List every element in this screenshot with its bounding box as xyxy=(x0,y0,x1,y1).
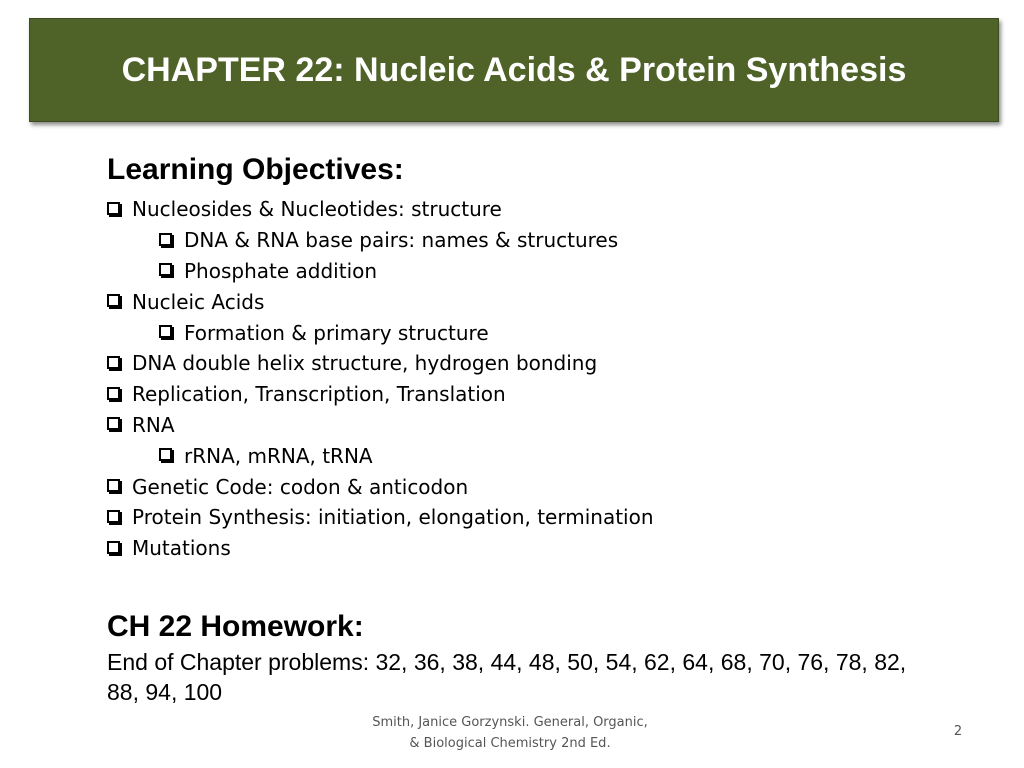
objective-text: Genetic Code: codon & anticodon xyxy=(132,474,469,499)
objective-item xyxy=(107,256,987,287)
objective-item xyxy=(107,471,987,502)
slide-title: CHAPTER 22: Nucleic Acids & Protein Synthesis xyxy=(121,50,907,89)
citation-line-1: Smith, Janice Gorzynski. General, Organic, xyxy=(372,715,648,730)
objective-text: Protein Synthesis: initiation, elongation, termination xyxy=(132,505,654,530)
objective-item xyxy=(107,379,987,410)
objective-text: Nucleosides & Nucleotides: structure xyxy=(132,197,502,222)
homework-section xyxy=(107,607,987,707)
checkbox-icon xyxy=(107,417,120,430)
checkbox-icon xyxy=(107,202,120,215)
objective-text: DNA & RNA base pairs: names & structures xyxy=(184,228,619,253)
objective-item xyxy=(107,225,987,256)
objective-text: Mutations xyxy=(132,536,231,561)
objective-item xyxy=(107,286,987,317)
checkbox-icon xyxy=(159,233,172,246)
objective-item xyxy=(107,348,987,379)
objective-text: Replication, Transcription, Translation xyxy=(132,382,506,407)
objective-text: rRNA, mRNA, tRNA xyxy=(184,443,373,468)
objective-item xyxy=(107,533,987,564)
checkbox-icon xyxy=(107,294,120,307)
objective-text: RNA xyxy=(132,412,175,437)
homework-heading: CH 22 Homework: xyxy=(107,609,364,643)
objectives-list xyxy=(107,194,987,564)
objective-item xyxy=(107,317,987,348)
objective-item xyxy=(107,194,987,225)
objective-item xyxy=(107,502,987,533)
footer-citation xyxy=(340,712,680,754)
slide-content xyxy=(107,150,987,707)
checkbox-icon xyxy=(107,387,120,400)
objective-item xyxy=(107,410,987,441)
citation-line-2: & Biological Chemistry 2nd Ed. xyxy=(409,736,611,751)
checkbox-icon xyxy=(159,448,172,461)
objective-text: DNA double helix structure, hydrogen bonding xyxy=(132,351,598,376)
checkbox-icon xyxy=(159,263,172,276)
objective-text: Nucleic Acids xyxy=(132,289,265,314)
objectives-heading: Learning Objectives: xyxy=(107,153,404,186)
objective-item xyxy=(107,440,987,471)
checkbox-icon xyxy=(107,510,120,523)
checkbox-icon xyxy=(107,541,120,554)
objective-text: Phosphate addition xyxy=(184,258,378,283)
title-bar xyxy=(29,18,999,122)
page-number: 2 xyxy=(953,724,963,739)
checkbox-icon xyxy=(107,479,120,492)
checkbox-icon xyxy=(107,356,120,369)
objective-text: Formation & primary structure xyxy=(184,320,489,345)
checkbox-icon xyxy=(159,325,172,338)
homework-text: End of Chapter problems: 32, 36, 38, 44, 48, 50, 54, 62, 64, 68, 70, 76, 78, 82, 88, 94, 100 xyxy=(107,648,907,705)
